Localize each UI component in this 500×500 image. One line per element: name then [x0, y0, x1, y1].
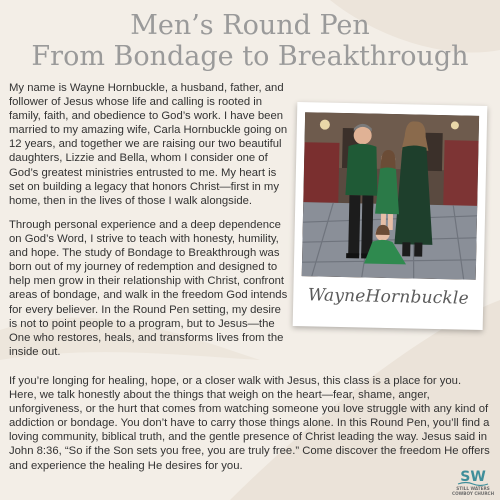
family-photo-card	[293, 102, 488, 330]
page-title	[0, 10, 500, 72]
invitation-paragraph: If you’re longing for healing, hope, or a closer walk with Jesus, this class is a place for you. Here, we talk honestly about the things that weigh on the heart—fear, shame, anger, unforgiveness, or the hurt that comes from watching someone you love struggle with any kind of addiction or bondage. You don’t have to carry those things alone. In this Round Pen, you’ll find a loving community, biblical truth, and the gentle presence of Christ leading the way. Jesus said in John 8:36, “So if the Son sets you free, you are truly free.” Come discover the freedom He offers and experience the healing He desires for you.	[9, 375, 490, 472]
title-line-2: From Bondage to Breakthrough	[31, 41, 469, 72]
logo-mark: SW	[460, 469, 486, 485]
signature: WayneHornbuckle	[307, 285, 470, 309]
family-photo	[302, 112, 479, 280]
logo-mark-icon	[452, 466, 494, 488]
logo-line-1: STILL WATERS	[456, 486, 490, 491]
logo-line-2: COWBOY CHURCH	[452, 491, 495, 496]
still-waters-logo	[452, 466, 494, 496]
logo-text	[452, 486, 494, 496]
study-paragraph: Through personal experience and a deep dependence on God’s Word, I strive to teach with honesty, humility, and hope. The study of Bondage to Breakthrough was born out of my journey of redemption and designed to help men grow in their relationship with Christ, confront areas of bondage, and walk in the freedom God intends for every believer. In the Round Pen setting, my desire is not to point people to a program, but to Jesus—the One who restores, heals, and transforms lives from the inside out.	[9, 219, 288, 358]
title-line-1: Men’s Round Pen	[130, 10, 370, 41]
family-photo-image	[302, 112, 479, 280]
intro-paragraph: My name is Wayne Hornbuckle, a husband, father, and follower of Jesus whose life and calling is rooted in family, faith, and obedience to God’s work. I have been married to my amazing wife, Carla Hornbuckle going on 12 years, and together we are raising our two beautiful daughters, Lizzie and Bella, whom I consider one of God’s greatest ministries entrusted to me. My heart is set on building a legacy that honors Christ—first in my home, then in the lives of those I walk alongside.	[9, 82, 288, 207]
